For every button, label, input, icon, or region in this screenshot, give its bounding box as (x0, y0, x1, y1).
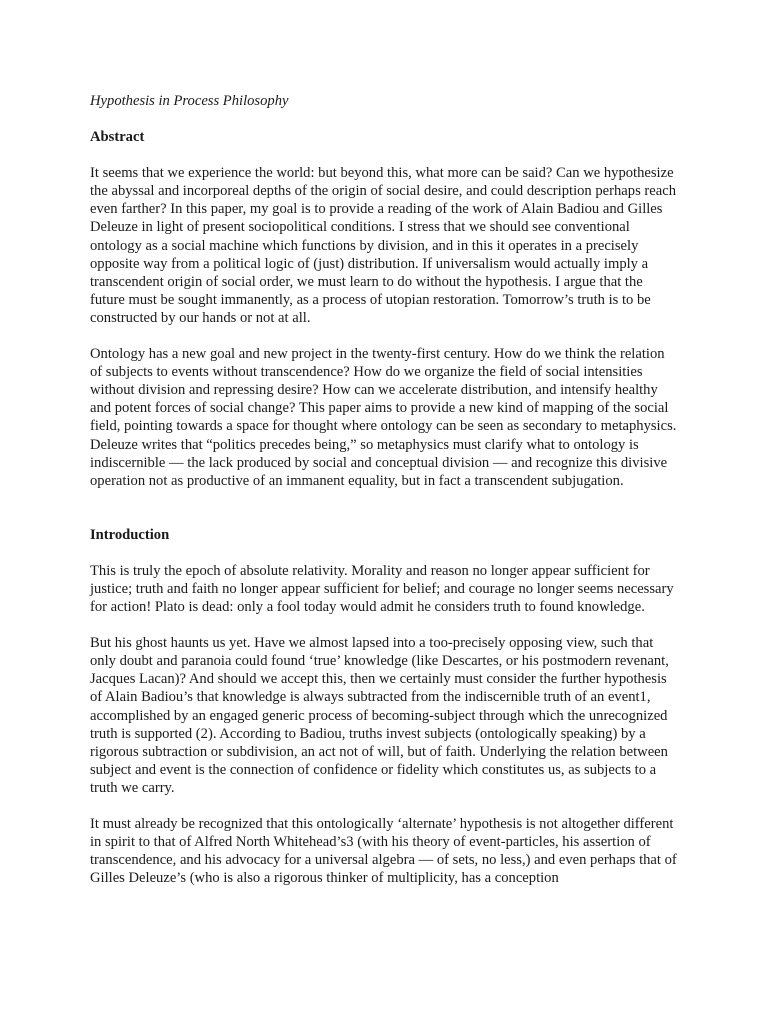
document-page (90, 92, 680, 905)
abstract-paragraph-1: It seems that we experience the world: but beyond this, what more can be said? Can we hypothesize the abyssal and incorporeal depths of the origin of social desire, and could description perhaps reach even farther? In this paper, my goal is to provide a reading of the work of Alain Badiou and Gilles Deleuze in light of present sociopolitical conditions. I stress that we should see conventional ontology as a social machine which functions by division, and in this it operates in a precisely opposite way from a political logic of (just) distribution. If universalism would actually imply a transcendent origin of social order, we must learn to do without the hypothesis. I argue that the future must be sought immanently, as a process of utopian restoration. Tomorrow’s truth is to be constructed by our hands or not at all. (90, 165, 676, 326)
introduction-paragraph-3: It must already be recognized that this ontologically ‘alternate’ hypothesis is not altogether different in spirit to that of Alfred North Whitehead’s3 (with his theory of event-particles, his assertion of transcendence, and his advocacy for a universal algebra — of sets, no less,) and even perhaps that of Gilles Deleuze’s (who is also a rigorous thinker of multiplicity, has a conception (90, 816, 677, 887)
document-title: Hypothesis in Process Philosophy (90, 93, 289, 109)
introduction-heading: Introduction (90, 526, 170, 543)
introduction-paragraph-2: But his ghost haunts us yet. Have we almost lapsed into a too-precisely opposing view, such that only doubt and paranoia could found ‘true’ knowledge (like Descartes, or his postmodern revenant, Jacques Lacan)? And should we accept this, then we certainly must consider the further hypothesis of Alain Badiou’s that knowledge is always subtracted from the indiscernible truth of an event1, accomplished by an engaged generic process of becoming-subject through which the unrecognized truth is supported (2). According to Badiou, truths invest subjects (ontologically speaking) by a rigorous subtraction or subdivision, an act not of will, but of faith. Underlying the relation between subject and event is the connection of confidence or fidelity which constitutes us, as subjects to a truth we carry. (90, 635, 669, 796)
abstract-heading: Abstract (90, 129, 145, 146)
introduction-paragraph-1: This is truly the epoch of absolute relativity. Morality and reason no longer appear sufficient for justice; truth and faith no longer appear sufficient for belief; and courage no longer seems necessary for action! Plato is dead: only a fool today would admit he considers truth to found knowledge. (90, 562, 674, 616)
abstract-paragraph-2: Ontology has a new goal and new project in the twenty-first century. How do we think the relation of subjects to events without transcendence? How do we organize the field of social intensities without division and repressing desire? How can we accelerate distribution, and intensify healthy and potent forces of social change? This paper aims to provide a new kind of mapping of the social field, pointing towards a space for thought where ontology can be seen as secondary to metaphysics. Deleuze writes that “politics precedes being,” so metaphysics must clarify what to ontology is indiscernible — the lack produced by social and conceptual division — and recognize this divisive operation not as productive of an immanent equality, but in fact a transcendent subjugation. (90, 346, 677, 489)
